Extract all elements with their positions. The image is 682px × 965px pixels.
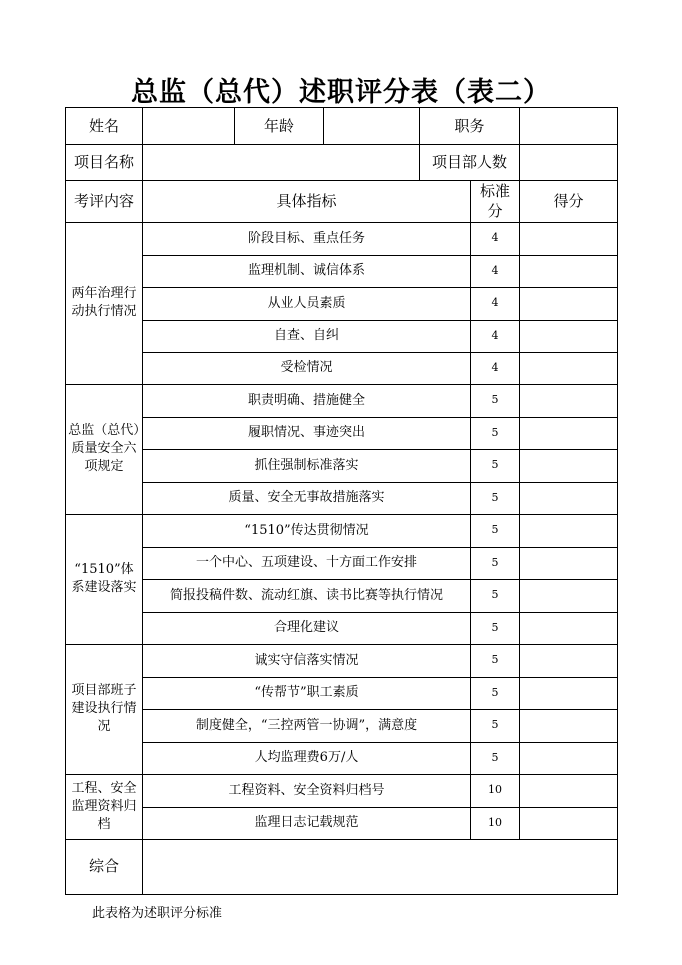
- standard-score-cell: 5: [471, 644, 520, 677]
- score-cell[interactable]: [520, 417, 618, 449]
- standard-score-cell: 5: [471, 677, 520, 709]
- standard-score-cell: 5: [471, 612, 520, 644]
- indicator-cell: 自查、自纠: [143, 320, 471, 352]
- table-row: [66, 449, 618, 482]
- name-label: 姓名: [66, 108, 143, 145]
- standard-score-cell: 4: [471, 255, 520, 287]
- content-header: 考评内容: [66, 181, 143, 223]
- table-row: [66, 742, 618, 774]
- indicator-cell: 阶段目标、重点任务: [143, 222, 471, 255]
- table-row: [66, 612, 618, 644]
- summary-label: 综合: [66, 839, 143, 894]
- indicator-cell: “传帮节”职工素质: [143, 677, 471, 709]
- column-header-row: [66, 181, 618, 223]
- score-cell[interactable]: [520, 449, 618, 482]
- indicator-cell: 制度健全，“三控两管一协调”，满意度: [143, 709, 471, 742]
- table-row: [66, 255, 618, 287]
- table-row: [66, 482, 618, 514]
- score-cell[interactable]: [520, 320, 618, 352]
- project-name-label: 项目名称: [66, 145, 143, 181]
- score-cell[interactable]: [520, 807, 618, 839]
- standard-score-cell: 5: [471, 709, 520, 742]
- table-row: [66, 807, 618, 839]
- indicator-cell: 人均监理费6万/人: [143, 742, 471, 774]
- table-row: [66, 417, 618, 449]
- score-cell[interactable]: [520, 287, 618, 320]
- standard-score-cell: 5: [471, 417, 520, 449]
- position-value[interactable]: [520, 108, 618, 145]
- score-cell[interactable]: [520, 547, 618, 579]
- score-cell[interactable]: [520, 222, 618, 255]
- score-cell[interactable]: [520, 644, 618, 677]
- standard-score-cell: 10: [471, 807, 520, 839]
- standard-score-cell: 5: [471, 547, 520, 579]
- category-cell: 两年治理行动执行情况: [66, 222, 143, 384]
- score-cell[interactable]: [520, 384, 618, 417]
- table-row: [66, 547, 618, 579]
- score-cell[interactable]: [520, 352, 618, 384]
- table-row: [66, 352, 618, 384]
- indicator-cell: 抓住强制标准落实: [143, 449, 471, 482]
- table-row: [66, 384, 618, 417]
- page-title: 总监（总代）述职评分表（表二）: [131, 77, 551, 108]
- table-row: [66, 644, 618, 677]
- indicator-cell: “1510”传达贯彻情况: [143, 514, 471, 547]
- summary-row: [66, 839, 618, 894]
- category-cell: 总监（总代）质量安全六项规定: [66, 384, 143, 514]
- footnote: 此表格为述职评分标准: [92, 906, 223, 921]
- indicator-cell: 履职情况、事迹突出: [143, 417, 471, 449]
- summary-value[interactable]: [143, 839, 618, 894]
- category-cell: 工程、安全监理资料归档: [66, 774, 143, 839]
- category-cell: 项目部班子建设执行情况: [66, 644, 143, 774]
- indicator-cell: 从业人员素质: [143, 287, 471, 320]
- table-row: [66, 774, 618, 807]
- standard-score-cell: 5: [471, 449, 520, 482]
- project-staff-label: 项目部人数: [420, 145, 520, 181]
- standard-header: 标准分: [471, 181, 520, 223]
- table-row: [66, 222, 618, 255]
- indicator-cell: 监理日志记载规范: [143, 807, 471, 839]
- indicator-cell: 工程资料、安全资料归档号: [143, 774, 471, 807]
- standard-score-cell: 5: [471, 742, 520, 774]
- table-row: [66, 320, 618, 352]
- score-cell[interactable]: [520, 255, 618, 287]
- header-row-2: [66, 145, 618, 181]
- age-value[interactable]: [324, 108, 420, 145]
- project-staff-value[interactable]: [520, 145, 618, 181]
- standard-score-cell: 10: [471, 774, 520, 807]
- position-label: 职务: [420, 108, 520, 145]
- name-value[interactable]: [143, 108, 235, 145]
- table-row: [66, 579, 618, 612]
- indicator-cell: 合理化建议: [143, 612, 471, 644]
- indicator-cell: 监理机制、诚信体系: [143, 255, 471, 287]
- score-cell[interactable]: [520, 677, 618, 709]
- score-cell[interactable]: [520, 742, 618, 774]
- indicator-cell: 诚实守信落实情况: [143, 644, 471, 677]
- score-cell[interactable]: [520, 612, 618, 644]
- indicator-cell: 职责明确、措施健全: [143, 384, 471, 417]
- project-name-value[interactable]: [143, 145, 420, 181]
- indicator-header: 具体指标: [143, 181, 471, 223]
- score-cell[interactable]: [520, 579, 618, 612]
- table-row: [66, 514, 618, 547]
- score-cell[interactable]: [520, 774, 618, 807]
- score-cell[interactable]: [520, 482, 618, 514]
- standard-score-cell: 5: [471, 579, 520, 612]
- score-cell[interactable]: [520, 514, 618, 547]
- indicator-cell: 质量、安全无事故措施落实: [143, 482, 471, 514]
- standard-score-cell: 5: [471, 384, 520, 417]
- standard-score-cell: 4: [471, 320, 520, 352]
- evaluation-table: [65, 107, 618, 895]
- table-row: [66, 709, 618, 742]
- indicator-cell: 简报投稿件数、流动红旗、读书比赛等执行情况: [143, 579, 471, 612]
- standard-score-cell: 4: [471, 287, 520, 320]
- table-row: [66, 287, 618, 320]
- age-label: 年龄: [235, 108, 324, 145]
- score-header: 得分: [520, 181, 618, 223]
- category-cell: “1510”体系建设落实: [66, 514, 143, 644]
- table-row: [66, 677, 618, 709]
- standard-score-cell: 4: [471, 352, 520, 384]
- standard-score-cell: 5: [471, 514, 520, 547]
- indicator-cell: 受检情况: [143, 352, 471, 384]
- indicator-cell: 一个中心、五项建设、十方面工作安排: [143, 547, 471, 579]
- standard-score-cell: 4: [471, 222, 520, 255]
- header-row-1: [66, 108, 618, 145]
- score-cell[interactable]: [520, 709, 618, 742]
- standard-score-cell: 5: [471, 482, 520, 514]
